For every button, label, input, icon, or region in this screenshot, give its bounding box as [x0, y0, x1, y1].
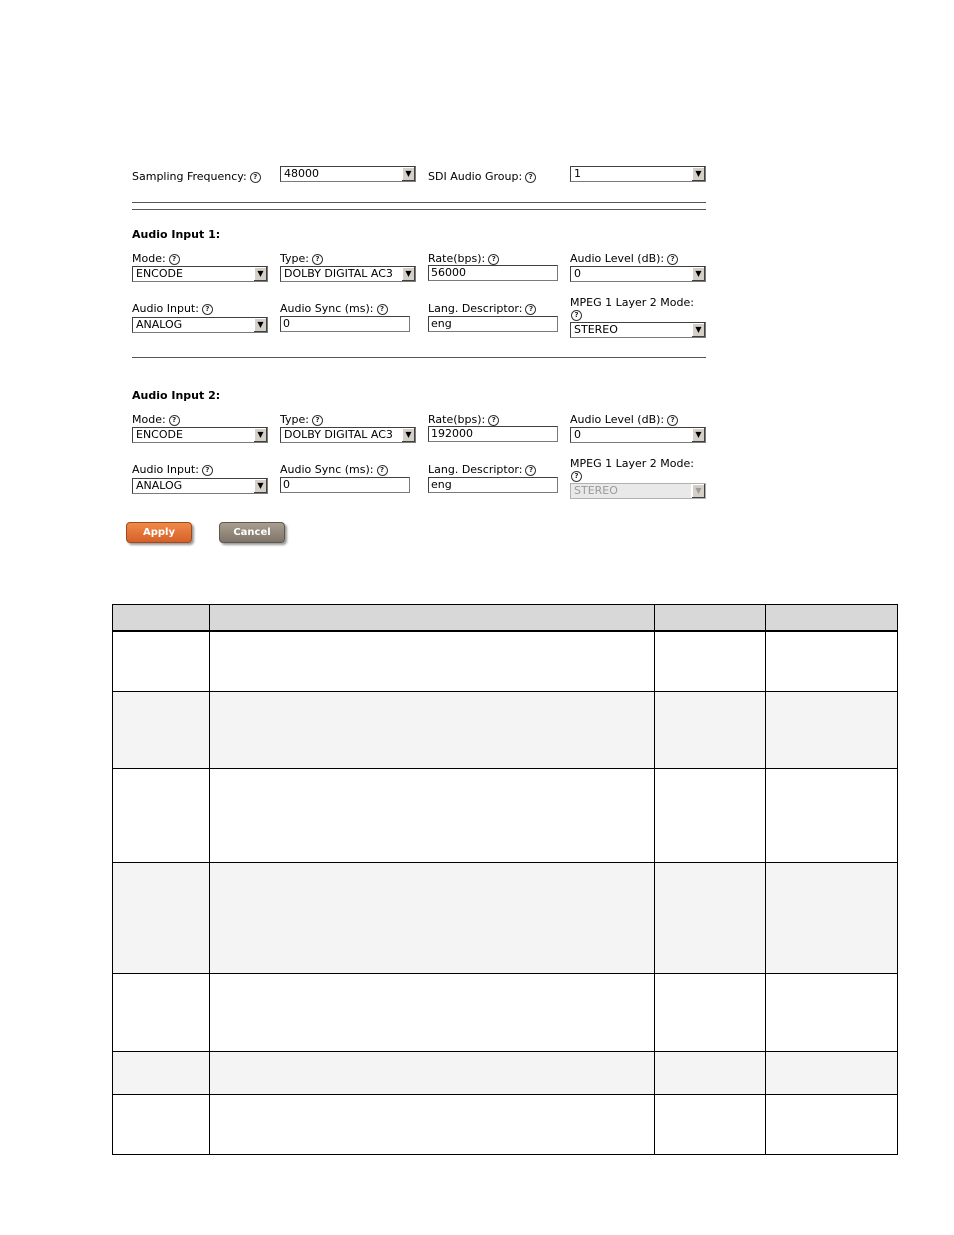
audio-input-select[interactable]: ANALOG ▼	[132, 478, 268, 494]
table-row	[113, 768, 898, 862]
lang-descriptor-input[interactable]: eng	[428, 316, 558, 332]
table-header-row	[113, 605, 898, 632]
help-icon[interactable]: ?	[571, 310, 582, 321]
chevron-down-icon: ▼	[691, 267, 705, 281]
chevron-down-icon: ▼	[691, 167, 705, 181]
mode-select[interactable]: ENCODE ▼	[132, 427, 268, 443]
rate-label: Rate(bps): ?	[428, 413, 499, 426]
lang-descriptor-input[interactable]: eng	[428, 477, 558, 493]
help-icon[interactable]: ?	[525, 465, 536, 476]
lang-descriptor-label: Lang. Descriptor: ?	[428, 463, 536, 476]
help-icon[interactable]: ?	[488, 254, 499, 265]
audio-input-select[interactable]: ANALOG ▼	[132, 317, 268, 333]
rate-input[interactable]: 56000	[428, 265, 558, 281]
chevron-down-icon: ▼	[401, 428, 415, 442]
cancel-button[interactable]: Cancel	[219, 522, 285, 543]
chevron-down-icon: ▼	[691, 484, 705, 498]
audio-sync-label: Audio Sync (ms): ?	[280, 302, 388, 315]
help-icon[interactable]: ?	[525, 304, 536, 315]
audio-input-label: Audio Input: ?	[132, 463, 213, 476]
divider	[132, 209, 706, 210]
sampling-frequency-label: Sampling Frequency: ?	[132, 170, 261, 183]
mode-label: Mode: ?	[132, 413, 180, 426]
divider	[132, 357, 706, 358]
chevron-down-icon: ▼	[691, 323, 705, 337]
apply-button[interactable]: Apply	[126, 522, 192, 543]
sdi-audio-group-select[interactable]: 1 ▼	[570, 166, 706, 182]
audio-sync-label: Audio Sync (ms): ?	[280, 463, 388, 476]
table-row	[113, 973, 898, 1051]
help-icon[interactable]: ?	[202, 304, 213, 315]
sampling-frequency-select[interactable]: 48000 ▼	[280, 166, 416, 182]
table-row	[113, 862, 898, 973]
mpeg-mode-select-disabled: STEREO ▼	[570, 483, 706, 499]
help-icon[interactable]: ?	[250, 172, 261, 183]
chevron-down-icon: ▼	[401, 167, 415, 181]
mpeg-mode-label: MPEG 1 Layer 2 Mode:	[570, 296, 694, 309]
divider	[132, 202, 706, 203]
audio-level-label: Audio Level (dB): ?	[570, 252, 678, 265]
audio-level-label: Audio Level (dB): ?	[570, 413, 678, 426]
help-icon[interactable]: ?	[571, 471, 582, 482]
table-row	[113, 631, 898, 691]
help-icon[interactable]: ?	[667, 415, 678, 426]
chevron-down-icon: ▼	[691, 428, 705, 442]
rate-input[interactable]: 192000	[428, 426, 558, 442]
audio-sync-input[interactable]: 0	[280, 316, 410, 332]
audio-level-select[interactable]: 0 ▼	[570, 266, 706, 282]
audio-level-select[interactable]: 0 ▼	[570, 427, 706, 443]
table-row	[113, 1051, 898, 1094]
chevron-down-icon: ▼	[253, 479, 267, 493]
mpeg-mode-select[interactable]: STEREO ▼	[570, 322, 706, 338]
rate-label: Rate(bps): ?	[428, 252, 499, 265]
audio-sync-input[interactable]: 0	[280, 477, 410, 493]
audio-input-label: Audio Input: ?	[132, 302, 213, 315]
type-select[interactable]: DOLBY DIGITAL AC3 ▼	[280, 266, 416, 282]
type-label: Type: ?	[280, 252, 323, 265]
help-icon[interactable]: ?	[667, 254, 678, 265]
help-icon[interactable]: ?	[525, 172, 536, 183]
chevron-down-icon: ▼	[253, 318, 267, 332]
audio-input-2-heading: Audio Input 2:	[132, 389, 221, 402]
help-icon[interactable]: ?	[312, 415, 323, 426]
chevron-down-icon: ▼	[401, 267, 415, 281]
parameter-table	[112, 604, 898, 1155]
help-icon[interactable]: ?	[377, 304, 388, 315]
lang-descriptor-label: Lang. Descriptor: ?	[428, 302, 536, 315]
help-icon[interactable]: ?	[312, 254, 323, 265]
table-row	[113, 691, 898, 768]
help-icon[interactable]: ?	[169, 254, 180, 265]
help-icon[interactable]: ?	[488, 415, 499, 426]
chevron-down-icon: ▼	[253, 267, 267, 281]
mode-select[interactable]: ENCODE ▼	[132, 266, 268, 282]
type-select[interactable]: DOLBY DIGITAL AC3 ▼	[280, 427, 416, 443]
audio-input-1-heading: Audio Input 1:	[132, 228, 221, 241]
mpeg-mode-label: MPEG 1 Layer 2 Mode:	[570, 457, 694, 470]
type-label: Type: ?	[280, 413, 323, 426]
chevron-down-icon: ▼	[253, 428, 267, 442]
mode-label: Mode: ?	[132, 252, 180, 265]
help-icon[interactable]: ?	[377, 465, 388, 476]
table-row	[113, 1094, 898, 1154]
help-icon[interactable]: ?	[202, 465, 213, 476]
sdi-audio-group-label: SDI Audio Group: ?	[428, 170, 536, 183]
help-icon[interactable]: ?	[169, 415, 180, 426]
